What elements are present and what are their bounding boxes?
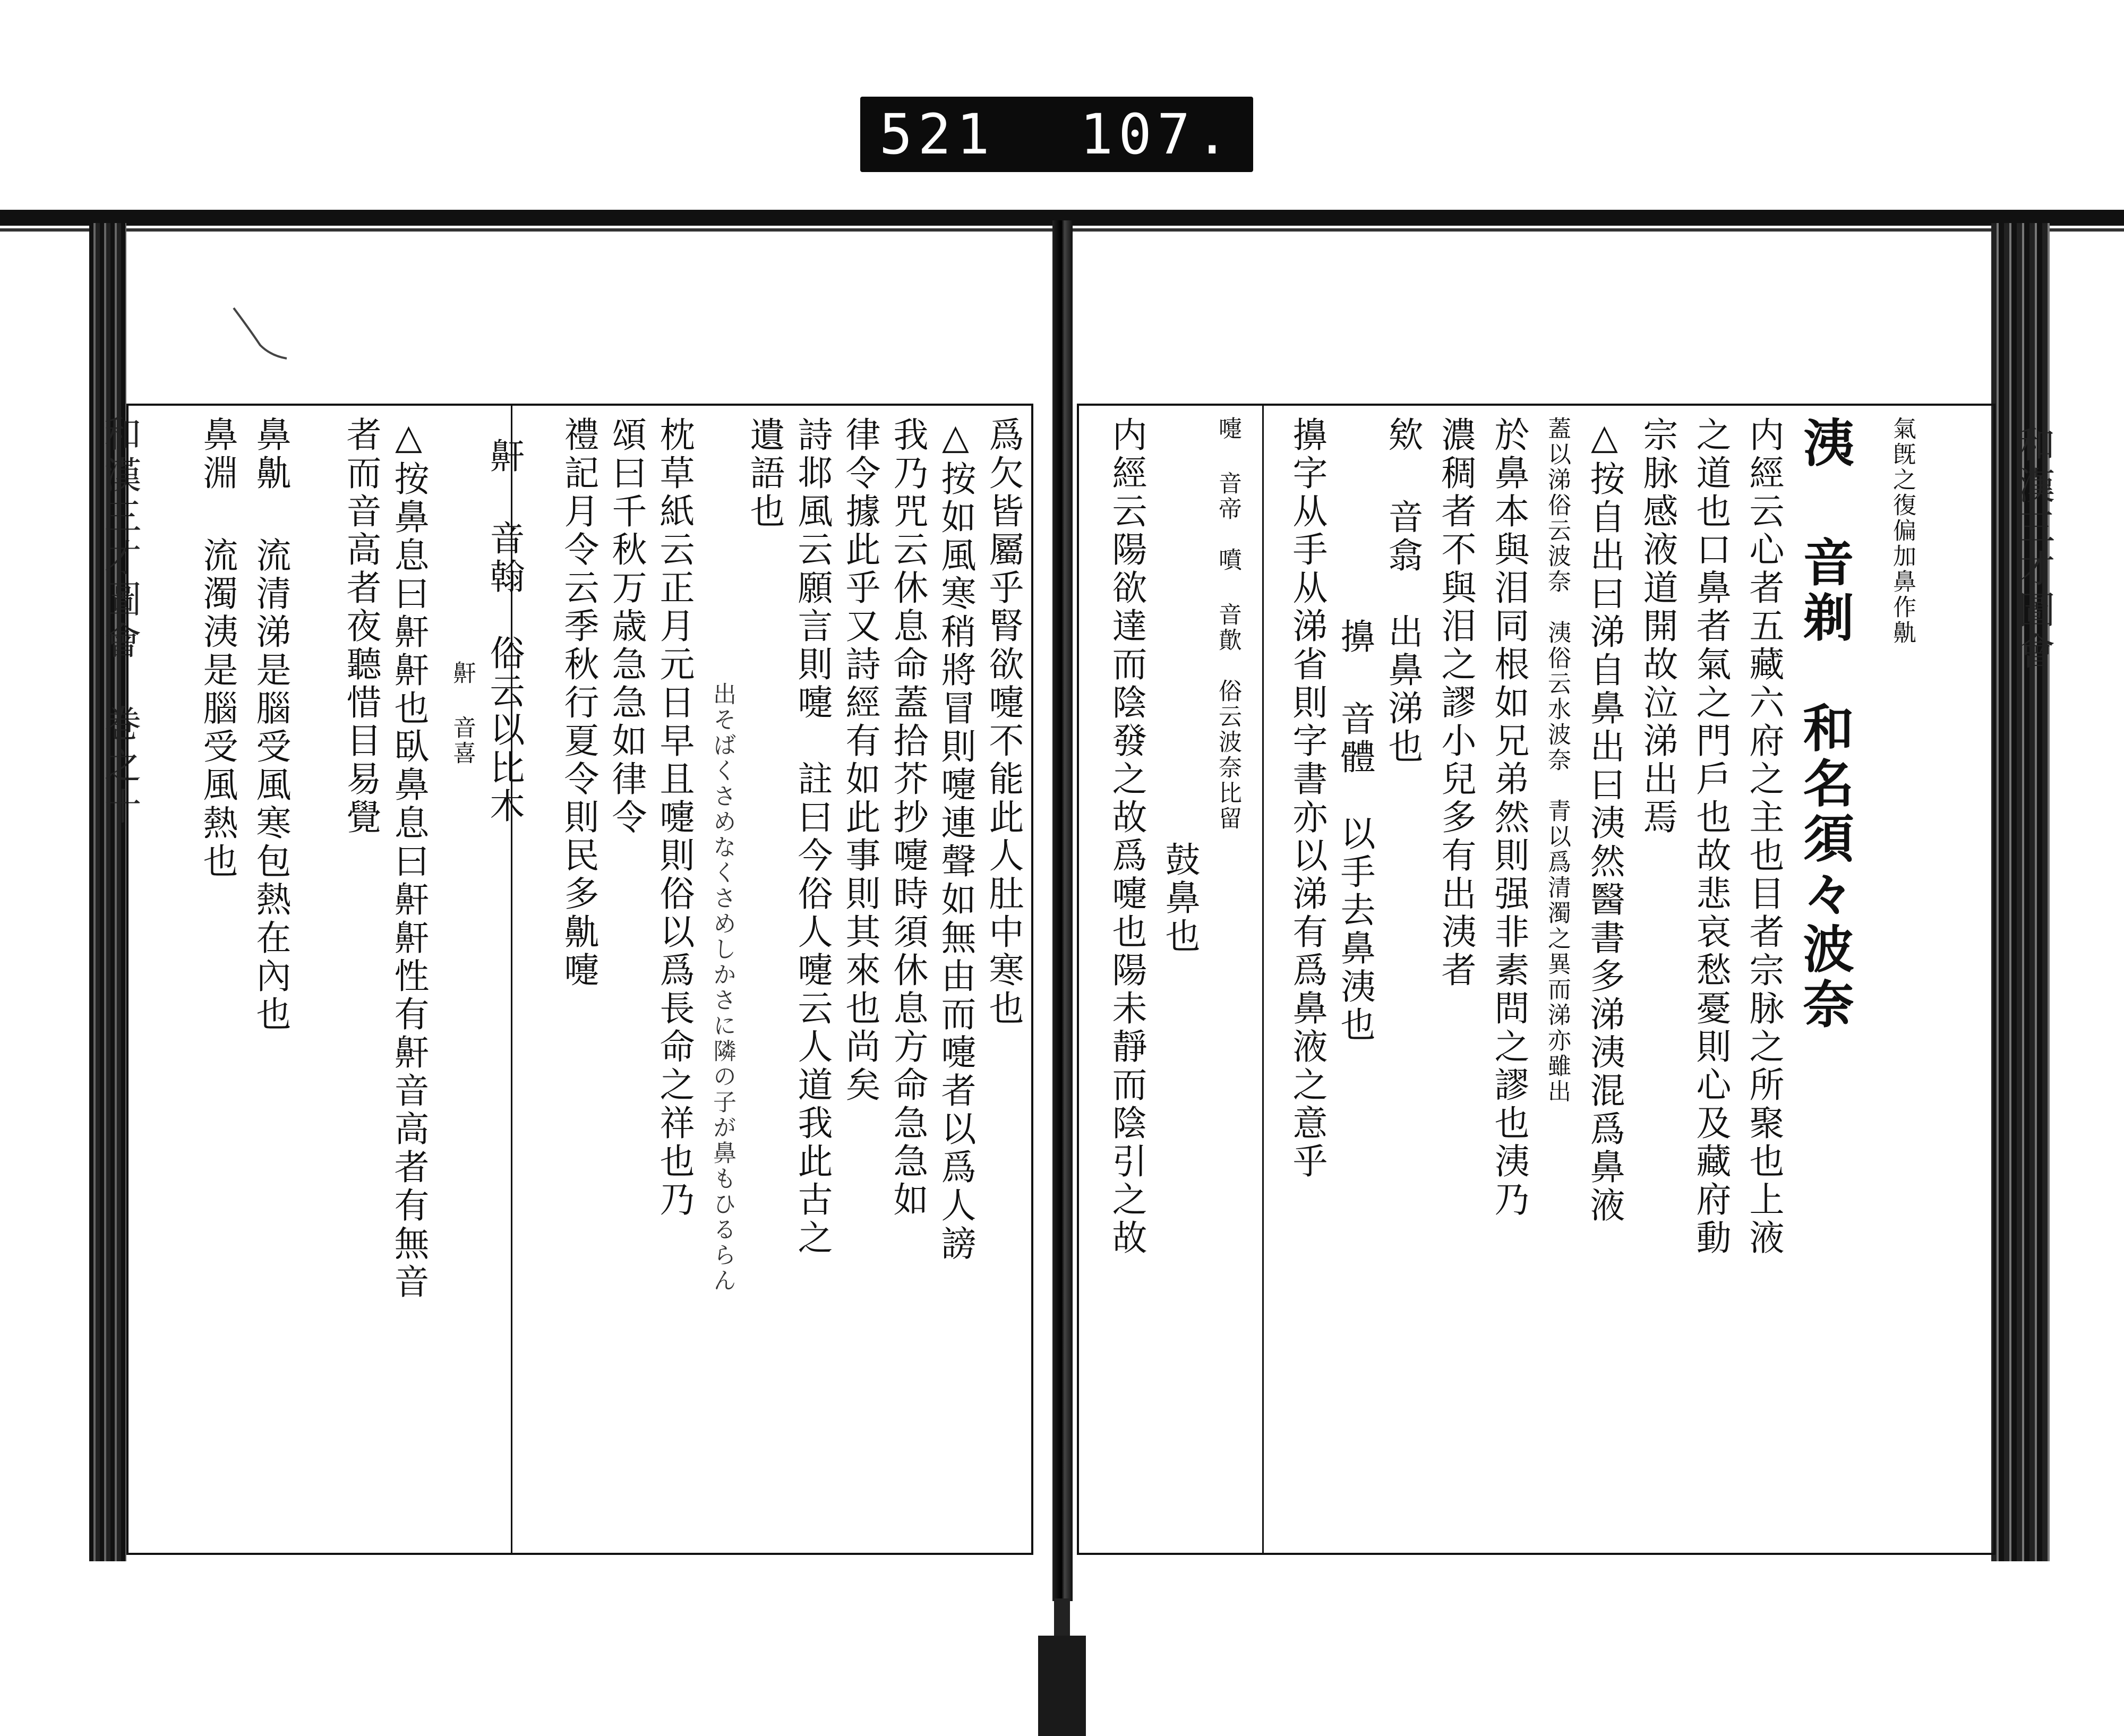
spine-clip: [1038, 1636, 1086, 1736]
left-col-15: 鼻鼽 流清涕是腦受風寒包熱在內也: [250, 416, 291, 1034]
right-col-6: △按自出曰涕自鼻出曰洟然醫書多涕洟混爲鼻液: [1584, 416, 1625, 1225]
plate-right-number: 107.: [1080, 102, 1235, 167]
right-col-11: 擤 音體 以手去鼻洟也: [1334, 618, 1375, 1045]
right-col-9: 濃稠者不與泪之謬小兒多有出洟者: [1435, 416, 1476, 990]
right-col-15: 内經云陽欲達而陰發之故爲嚏也陽未靜而陰引之故: [1106, 416, 1147, 1258]
right-page-section-divider: [1262, 406, 1264, 1553]
right-col-3: 内經云心者五藏六府之主也目者宗脉之所聚也上液: [1743, 416, 1784, 1258]
left-col-9: 頌曰千秋万歳急急如律令: [606, 416, 647, 837]
left-col-16: 鼻淵 流濁洟是腦受風熱也: [197, 416, 238, 881]
left-col-8: 枕草紙云正月元日早且嚏則俗以爲長命之祥也乃: [654, 416, 695, 1219]
ink-scratch-mark: [228, 297, 292, 361]
left-col-12: 鼾 音喜: [449, 661, 476, 766]
left-page: [126, 404, 1033, 1555]
left-col-2: △按如風寒稍將冒則嚏連聲如無由而嚏者以爲人謗: [935, 416, 976, 1263]
left-margin-title: 和漢三才圖會 巻之十: [98, 414, 142, 828]
left-col-10: 禮記月令云季秋行夏令則民多鼽嚏: [558, 416, 599, 990]
book-spine: [1052, 220, 1073, 1601]
right-col-10: 欸 音翕 出鼻涕也: [1382, 416, 1423, 766]
left-col-11: 鼾 音翰 俗云以比木: [484, 438, 525, 826]
right-col-2: 洟 音剃 和名須々波奈: [1795, 416, 1855, 1033]
right-col-4: 之道也口鼻者氣之門戶也故悲哀愁憂則心及藏府動: [1690, 416, 1731, 1258]
right-col-1: 氣旣之復偏加鼻作鼽: [1889, 416, 1916, 646]
left-col-5: 詩邶風云願言則嚏 註曰今俗人嚏云人道我此古之: [792, 416, 833, 1258]
right-col-13: 嚏 音帝 噴 音歕 俗云波奈比留: [1214, 416, 1241, 832]
right-col-8: 於鼻本與泪同根如兄弟然則强非素問之謬也洟乃: [1488, 416, 1529, 1219]
right-col-14: 鼓鼻也: [1159, 841, 1200, 956]
right-page: [1077, 404, 1995, 1555]
right-margin-title: 和漢三才圖會: [2012, 425, 2056, 673]
right-col-12: 擤字从手从涕省則字書亦以涕有爲鼻液之意乎: [1287, 416, 1328, 1181]
left-col-7-handwritten: 出そばくさめなくさめしかさに隣の子が鼻もひるらん: [709, 682, 736, 1294]
right-col-7: 蓋以涕俗云波奈 洟俗云水波奈 青以爲清濁之異而涕亦雖出: [1544, 416, 1571, 1105]
left-col-3: 我乃咒云休息命蓋拾芥抄嚏時須休息方命急急如: [887, 416, 928, 1219]
left-col-1: 爲欠皆屬乎腎欲嚏不能此人肚中寒也: [983, 416, 1024, 1028]
left-col-13: △按鼻息曰鼾鼾也臥鼻息曰鼾鼾性有鼾音高者有無音: [388, 416, 429, 1302]
catalog-number-plate: [860, 97, 1253, 172]
left-col-14: 者而音高者夜聽惜目易覺: [340, 416, 381, 837]
left-col-6: 遺語也: [744, 416, 785, 531]
right-page-edge: [1991, 223, 2050, 1561]
right-col-5: 宗脉感液道開故泣涕出焉: [1637, 416, 1678, 837]
left-col-4: 律令據此乎又詩經有如此事則其來也尚矣: [840, 416, 880, 1105]
plate-left-number: 521: [879, 102, 995, 167]
